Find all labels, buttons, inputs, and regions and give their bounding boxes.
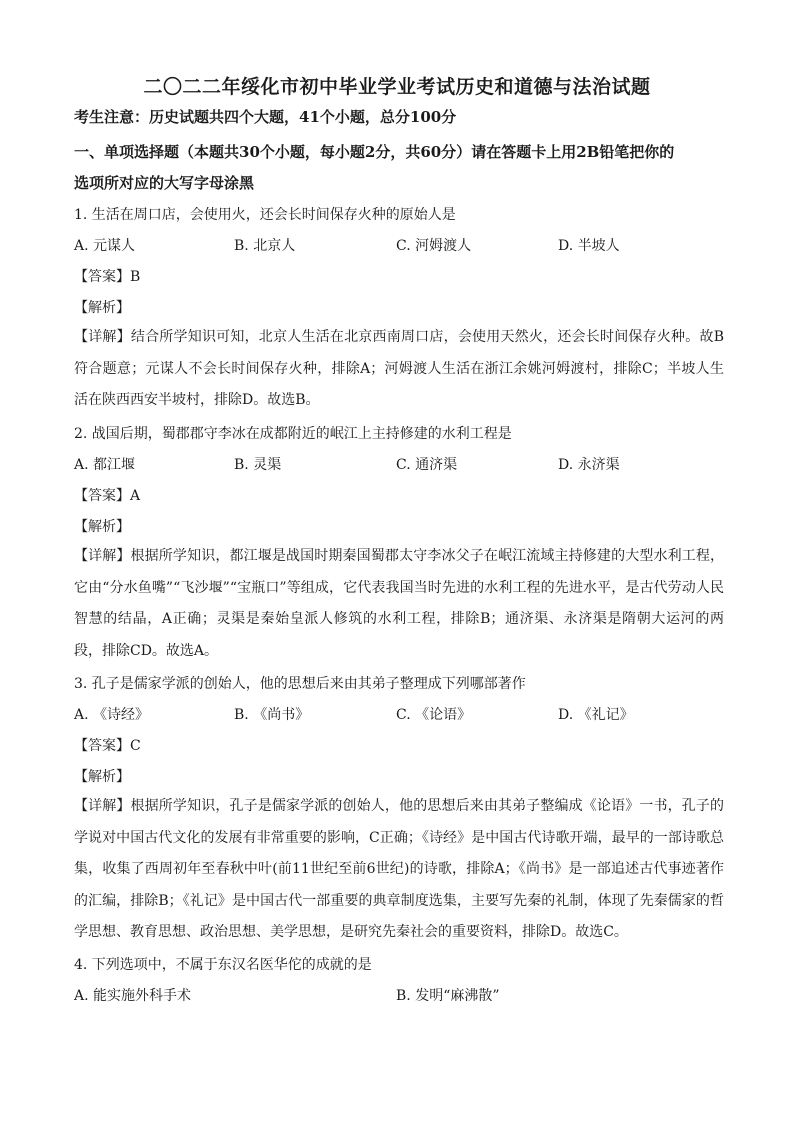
q1-option-c: C. 河姆渡人: [396, 238, 472, 254]
q1-option-d: D. 半坡人: [558, 238, 620, 254]
question-3-options: [74, 704, 724, 724]
q1-detail: 【详解】结合所学知识可知，北京人生活在北京西南周口店，会使用天然火，还会长时间保存火种。故B符合题意；元谋人不会长时间保存火种，排除A；河姆渡人生活在浙江余姚河姆渡村，排除C；半坡人生活在陕西西安半坡村，排除D。故选B。: [74, 329, 724, 408]
q4-option-a: A. 能实施外科手术: [74, 988, 192, 1004]
q2-option-a: A. 都江堰: [74, 457, 136, 473]
exam-notice: 考生注意：历史试题共四个大题，41个小题，总分100分: [74, 108, 457, 126]
question-1-stem: 1. 生活在周口店，会使用火，还会长时间保存火种的原始人是: [74, 207, 456, 223]
section-heading-line2: 选项所对应的大写字母涂黑: [74, 174, 255, 192]
q2-analysis-label: 【解析】: [74, 519, 130, 535]
q3-option-c: C. 《论语》: [396, 707, 472, 723]
question-2-options: [74, 454, 724, 474]
q1-analysis-label: 【解析】: [74, 300, 130, 316]
q1-option-b: B. 北京人: [234, 238, 296, 254]
question-3-stem: 3. 孔子是儒家学派的创始人，他的思想后来由其弟子整理成下列哪部著作: [74, 676, 526, 692]
page-title: 二〇二二年绥化市初中毕业学业考试历史和道德与法治试题: [143, 76, 651, 98]
q1-option-a: A. 元谋人: [74, 238, 136, 254]
q2-option-c: C. 通济渠: [396, 457, 458, 473]
q3-detail: 【详解】根据所学知识，孔子是儒家学派的创始人，他的思想后来由其弟子整编成《论语》一书，孔子的学说对中国古代文化的发展有非常重要的影响，C正确；《诗经》是中国古代诗歌开端，最早的一部诗歌总集，收集了西周初年至春秋中叶(前11世纪至前6世纪)的诗歌，排除A；《尚书》是一部追述古代事迹著作的汇编，排除B；《礼记》是中国古代一部重要的典章制度选集，主要写先秦的礼制，体现了先秦儒家的哲学思想、教育思想、政治思想、美学思想，是研究先秦社会的重要资料，排除D。故选C。: [74, 798, 724, 940]
question-4-options: [74, 985, 724, 1005]
section-heading-line1: 一、单项选择题（本题共30个小题，每小题2分，共60分）请在答题卡上用2B铅笔把你的: [74, 143, 675, 161]
q4-option-b: B. 发明“麻沸散”: [396, 988, 500, 1004]
question-1-options: [74, 235, 724, 255]
q2-detail: 【详解】根据所学知识，都江堰是战国时期秦国蜀郡太守李冰父子在岷江流域主持修建的大型水利工程，它由“分水鱼嘴”“飞沙堰”“宝瓶口”等组成，它代表我国当时先进的水利工程的先进水平，是古代劳动人民智慧的结晶，A正确；灵渠是秦始皇派人修筑的水利工程，排除B；通济渠、永济渠是隋朝大运河的两段，排除CD。故选A。: [74, 548, 724, 659]
q3-answer: 【答案】C: [74, 738, 141, 754]
q3-option-d: D. 《礼记》: [558, 707, 634, 723]
question-2-stem: 2. 战国后期，蜀郡郡守李冰在成都附近的岷江上主持修建的水利工程是: [74, 426, 512, 442]
q3-analysis-label: 【解析】: [74, 769, 130, 785]
q3-option-a: A. 《诗经》: [74, 707, 150, 723]
question-4-stem: 4. 下列选项中，不属于东汉名医华佗的成就的是: [74, 957, 372, 973]
q2-option-b: B. 灵渠: [234, 457, 282, 473]
q2-option-d: D. 永济渠: [558, 457, 620, 473]
q3-option-b: B. 《尚书》: [234, 707, 310, 723]
q2-answer: 【答案】A: [74, 488, 141, 504]
q1-answer: 【答案】B: [74, 269, 141, 285]
